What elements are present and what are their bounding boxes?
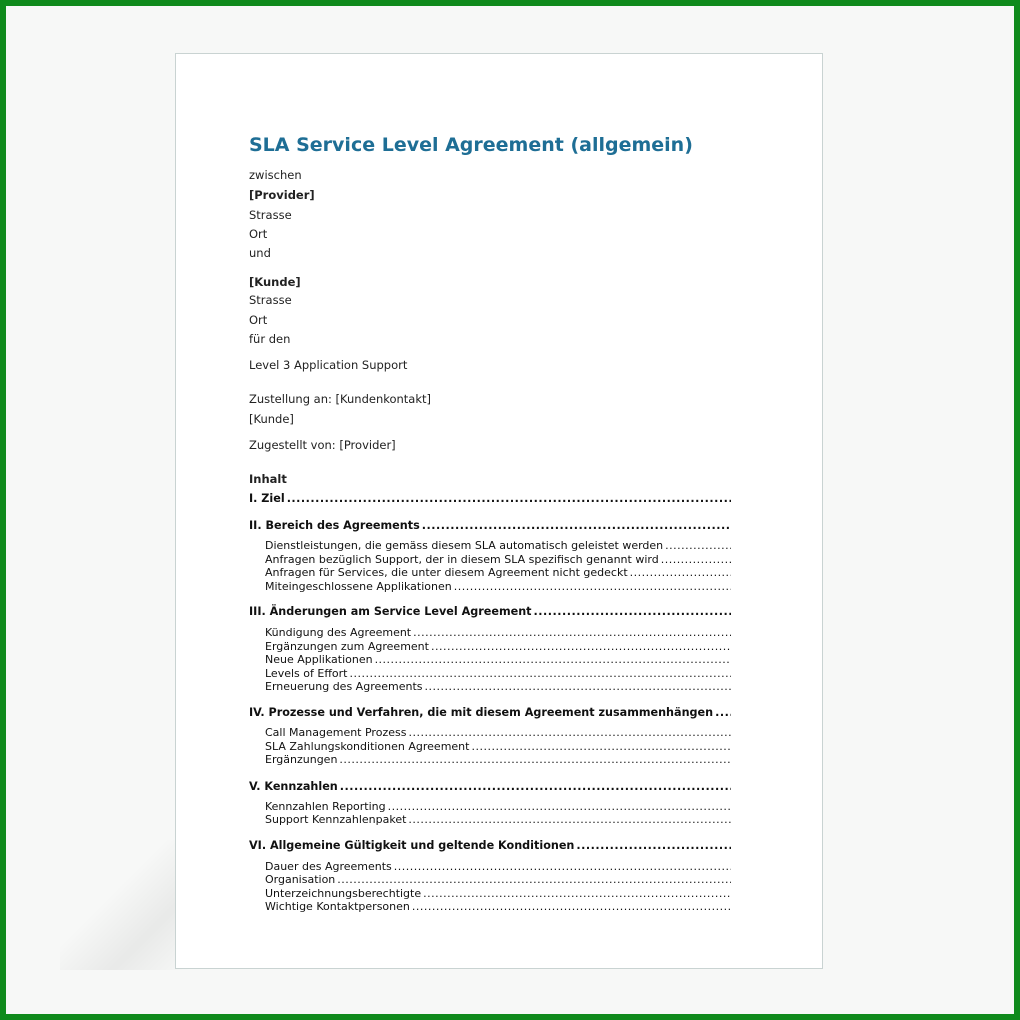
provider-name: [Provider] [249,188,315,202]
toc-item[interactable] [265,753,731,766]
toc-item-label: Dauer des Agreements [265,860,392,873]
toc-leader-dots [665,539,731,552]
toc-leader-dots [422,519,731,532]
toc-item-label: Unterzeichnungsberechtigte [265,887,422,900]
toc-leader-dots [340,780,731,793]
toc-leader-dots [454,580,731,593]
toc-leader-dots [412,900,731,913]
toc-item[interactable] [265,680,731,693]
toc-heading-1[interactable] [249,492,731,505]
toc-heading-6[interactable] [249,839,731,852]
toc-heading-label: III. Änderungen am Service Level Agreement [249,605,532,618]
toc-item[interactable] [265,553,731,566]
toc-leader-dots [388,800,731,813]
toc-item[interactable] [265,860,731,873]
toc-item[interactable] [265,667,731,680]
delivery-to-customer: [Kunde] [249,412,294,426]
toc-leader-dots [339,753,731,766]
toc-leader-dots [715,706,731,719]
toc-leader-dots [576,839,731,852]
toc-leader-dots [408,726,731,739]
toc-item-label: Miteingeschlossene Applikationen [265,580,452,593]
toc-item-label: Organisation [265,873,336,886]
toc-leader-dots [413,626,731,639]
customer-city: Ort [249,313,268,327]
toc-item[interactable] [265,626,731,639]
customer-street: Strasse [249,293,292,307]
toc-leader-dots [423,887,731,900]
toc-heading-label: II. Bereich des Agreements [249,519,420,532]
toc-leader-dots [337,873,731,886]
toc-leader-dots [534,605,731,618]
document-page [175,53,823,969]
toc-leader-dots [431,640,731,653]
toc-item[interactable] [265,566,731,579]
toc-item[interactable] [265,887,731,900]
toc-item[interactable] [265,873,731,886]
page-shadow [60,840,190,970]
toc-item-label: Anfragen bezüglich Support, der in diesem SLA spezifisch genannt wird [265,553,659,566]
service-name: Level 3 Application Support [249,358,408,372]
delivery-from: Zugestellt von: [Provider] [249,438,396,452]
toc-heading-label: VI. Allgemeine Gültigkeit und geltende Konditionen [249,839,575,852]
toc-heading-label: V. Kennzahlen [249,780,338,793]
customer-name: [Kunde] [249,275,301,289]
toc-item[interactable] [265,726,731,739]
toc-item-label: Call Management Prozess [265,726,407,739]
for-text: für den [249,332,291,346]
toc-leader-dots [471,740,731,753]
toc-leader-dots [394,860,731,873]
toc-leader-dots [630,566,731,579]
toc-item-label: Anfragen für Services, die unter diesem Agreement nicht gedeckt [265,566,628,579]
toc-item-label: Erneuerung des Agreements [265,680,423,693]
provider-street: Strasse [249,208,292,222]
toc-item-label: Dienstleistungen, die gemäss diesem SLA automatisch geleistet werden [265,539,664,552]
toc-item-label: Levels of Effort [265,667,348,680]
toc-heading-2[interactable] [249,519,731,532]
toc-heading-4[interactable] [249,706,731,719]
toc-item-label: Ergänzungen zum Agreement [265,640,429,653]
toc-item-label: Support Kennzahlenpaket [265,813,407,826]
between-text: zwischen [249,168,302,182]
toc-item-label: Neue Applikationen [265,653,373,666]
toc-heading-3[interactable] [249,605,731,618]
toc-leader-dots [425,680,731,693]
toc-item-label: Kündigung des Agreement [265,626,412,639]
toc-item[interactable] [265,813,731,826]
toc-heading-label: I. Ziel [249,492,285,505]
document-title: SLA Service Level Agreement (allgemein) [249,134,693,156]
and-text: und [249,246,271,260]
toc-item[interactable] [265,800,731,813]
toc-leader-dots [349,667,731,680]
toc-item[interactable] [265,640,731,653]
toc-item[interactable] [265,653,731,666]
toc-item-label: Wichtige Kontaktpersonen [265,900,410,913]
toc-item-label: Kennzahlen Reporting [265,800,386,813]
toc-item-label: Ergänzungen [265,753,338,766]
toc-leader-dots [287,492,731,505]
toc-item[interactable] [265,740,731,753]
toc-heading-5[interactable] [249,780,731,793]
toc-item-label: SLA Zahlungskonditionen Agreement [265,740,470,753]
toc-item[interactable] [265,580,731,593]
toc-leader-dots [375,653,731,666]
toc-title: Inhalt [249,472,287,486]
toc-item[interactable] [265,539,731,552]
toc-leader-dots [661,553,731,566]
provider-city: Ort [249,227,268,241]
toc-heading-label: IV. Prozesse und Verfahren, die mit diesem Agreement zusammenhängen [249,706,714,719]
toc-item[interactable] [265,900,731,913]
toc-leader-dots [408,813,731,826]
delivery-to: Zustellung an: [Kundenkontakt] [249,392,432,406]
